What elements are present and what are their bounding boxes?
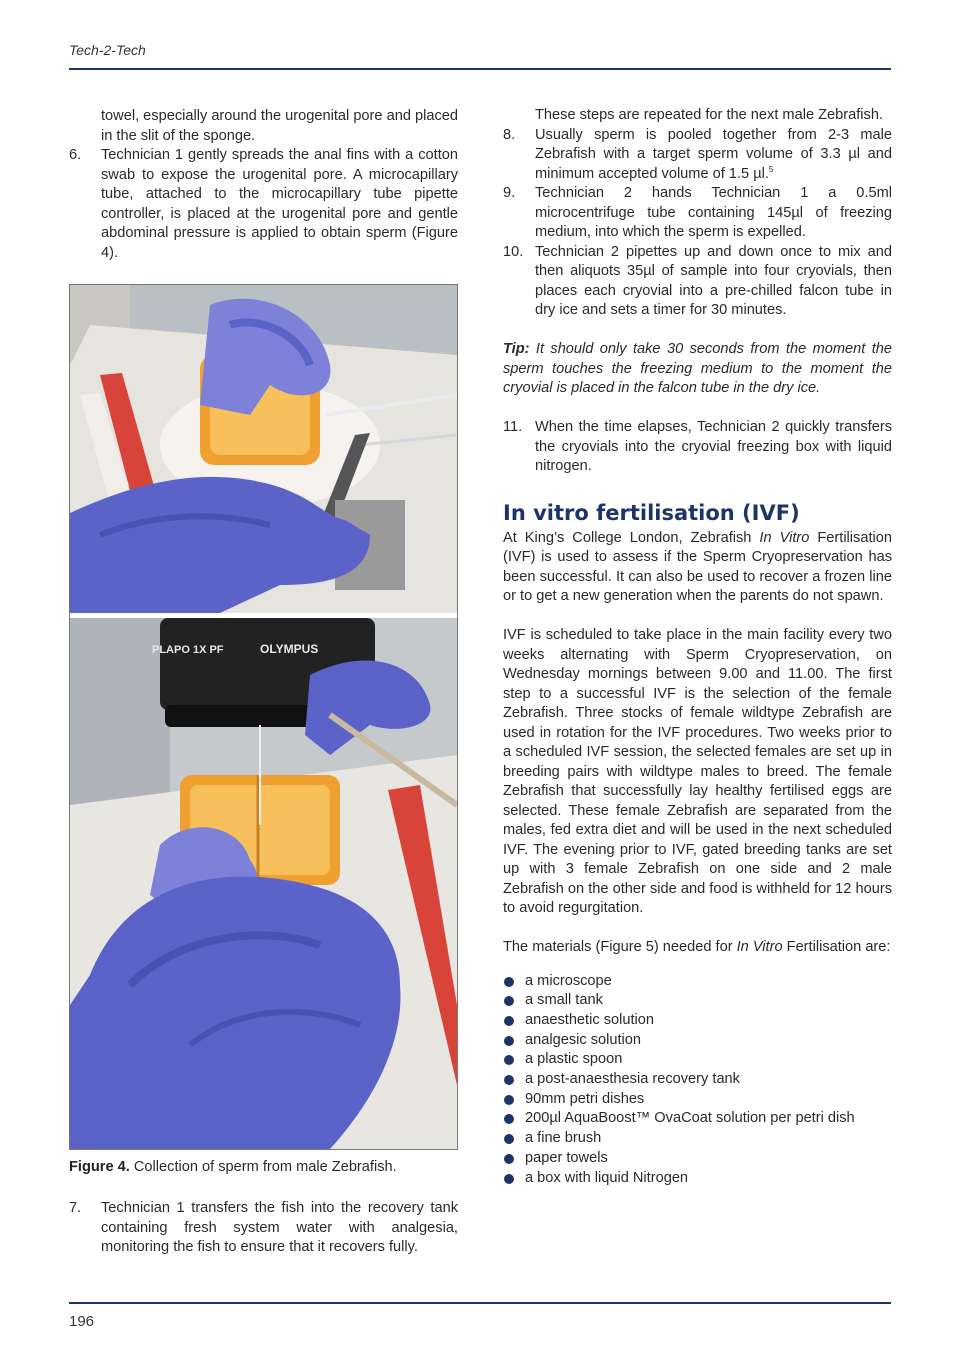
page-number: 196	[69, 1313, 95, 1330]
list-item	[503, 1090, 892, 1110]
list-item-text: a box with liquid Nitrogen	[525, 1169, 689, 1186]
para-text: At King’s College London, Zebrafish	[503, 529, 760, 546]
reference-marker: 5	[768, 164, 774, 174]
step-number: 8.	[503, 126, 516, 143]
bullet-icon	[504, 1134, 514, 1144]
step-continuation: These steps are repeated for the next male Zebrafish.	[535, 107, 884, 123]
left-column-after-figure	[69, 1199, 458, 1258]
list-item	[503, 1109, 892, 1129]
materials-intro	[503, 938, 892, 958]
list-item	[503, 1031, 892, 1051]
lens-text-left: PLAPO 1X PF	[152, 644, 224, 656]
list-item-text: a microscope	[525, 972, 612, 989]
running-head: Tech-2-Tech	[69, 42, 146, 58]
step-text: Technician 2 hands Technician 1 a 0.5ml microcentrifuge tube containing 145µl of freezing medium, into which the sperm is expelled.	[535, 185, 892, 240]
bullet-icon	[504, 1154, 514, 1164]
step-continuation: towel, especially around the urogenital pore and placed in the slit of the sponge.	[101, 108, 458, 144]
step-number: 6.	[69, 147, 82, 163]
lens-text-brand: OLYMPUS	[260, 642, 319, 656]
photo-top-panel	[70, 285, 457, 613]
ivf-schedule-paragraph: IVF is scheduled to take place in the main facility every two weeks alternating with Sperm Cryopreservation, on Wednesday mornings between 9.00 and 11.00. The first step to a successful IVF is the selection of the female Zebrafish. Three stocks of female wildtype Zebrafish are used in rotation for the IVF procedures. Two weeks prior to a scheduled IVF session, the selected females are set up in breeding pairs with wildtype males to breed. The female Zebrafish that successfully lay healthy fertilised eggs are selected. These female Zebrafish are separated from the males, fed extra diet and will be used in the next scheduled IVF. The evening prior to IVF, gated breeding tanks are set up with 3 female Zebrafish on one side and 2 male Zebrafish on the other side and food is withheld for 12 hours to avoid regurgitation.	[503, 627, 892, 916]
step-10	[503, 243, 892, 321]
list-item	[503, 1169, 892, 1189]
bullet-icon	[504, 1174, 514, 1184]
step-text: When the time elapses, Technician 2 quickly transfers the cryovials into the cryovial freezing box with liquid nitrogen.	[535, 419, 892, 474]
list-item-text: 90mm petri dishes	[525, 1090, 645, 1107]
footer-rule	[69, 1302, 891, 1304]
caption-label: Figure 4.	[69, 1159, 130, 1175]
list-item	[503, 1149, 892, 1169]
list-item-text: paper towels	[525, 1149, 608, 1166]
tip-text: It should only take 30 seconds from the moment the sperm touches the freezing medium to the moment the cryovial is placed in the falcon tube in the dry ice.	[503, 341, 892, 396]
step-9	[503, 184, 892, 243]
step-text: Technician 1 transfers the fish into the recovery tank containing fresh system water with analgesia, monitoring the fish to ensure that it recovers fully.	[101, 1200, 458, 1255]
para-italic: In Vitro	[736, 939, 783, 955]
materials-list	[503, 972, 892, 1189]
header-rule	[69, 68, 891, 70]
bullet-icon	[504, 977, 514, 987]
step-11	[503, 418, 892, 477]
bullet-icon	[504, 996, 514, 1006]
bullet-icon	[504, 1075, 514, 1085]
para-text: Fertilisation are:	[782, 939, 891, 955]
tip-note	[503, 340, 892, 399]
para-italic: In Vitro	[759, 529, 810, 546]
step-number: 7.	[69, 1200, 82, 1216]
step-8	[503, 126, 892, 185]
list-item	[503, 972, 892, 992]
ivf-intro-paragraph	[503, 529, 892, 607]
list-item-text: analgesic solution	[525, 1031, 642, 1048]
bullet-icon	[504, 1036, 514, 1046]
bullet-icon	[504, 1114, 514, 1124]
left-column	[69, 107, 458, 263]
step-number: 9.	[503, 185, 516, 201]
bullet-icon	[504, 1016, 514, 1026]
step-number: 11.	[503, 419, 523, 435]
bullet-icon	[504, 1095, 514, 1105]
list-item	[503, 1129, 892, 1149]
list-item	[503, 991, 892, 1011]
para-text: Fertilisation (IVF) is used to assess if the Sperm Cryopreservation has been successful. It can also be used to recover a frozen line or to get a new generation when the parents do not spawn.	[503, 529, 892, 604]
list-item	[503, 1050, 892, 1070]
step-number: 10.	[503, 243, 524, 260]
list-item-text: a small tank	[525, 992, 603, 1009]
tip-label: Tip:	[503, 341, 530, 357]
step-7	[69, 1199, 458, 1258]
list-item	[503, 1070, 892, 1090]
para-text: The materials (Figure 5) needed for	[503, 939, 737, 955]
right-column	[503, 106, 892, 1188]
bullet-icon	[504, 1055, 514, 1065]
list-item-text: a plastic spoon	[525, 1051, 623, 1068]
step-text: Technician 2 pipettes up and down once to mix and then aliquots 35µl of sample into four cryovials, then places each cryovial into a pre-chilled falcon tube in dry ice and sets a timer for 30 minutes.	[535, 243, 892, 318]
caption-text: Collection of sperm from male Zebrafish.	[133, 1159, 397, 1175]
list-item	[503, 1011, 892, 1031]
step-6	[69, 146, 458, 263]
step-text: Technician 1 gently spreads the anal fins with a cotton swab to expose the urogenital pore. A microcapillary tube, attached to the microcapillary tube pipette controller, is placed at the urogenital pore and gentle abdominal pressure is applied to obtain sperm (Figure 4).	[101, 147, 458, 261]
figure-caption	[69, 1158, 458, 1178]
section-heading: In vitro fertilisation (IVF)	[503, 500, 800, 525]
list-item-text: a post-anaesthesia recovery tank	[525, 1071, 740, 1088]
step-text: Usually sperm is pooled together from 2-3 male Zebrafish with a target sperm volume of 3.3 µl and minimum accepted volume of 1.5 µl.	[535, 126, 892, 182]
photo-bottom-panel	[70, 618, 457, 1149]
figure-4-photo	[69, 284, 458, 1150]
list-item-text: 200µl AquaBoost™ OvaCoat solution per petri dish	[525, 1110, 855, 1127]
list-item-text: a fine brush	[525, 1130, 602, 1147]
list-item-text: anaesthetic solution	[525, 1011, 654, 1028]
